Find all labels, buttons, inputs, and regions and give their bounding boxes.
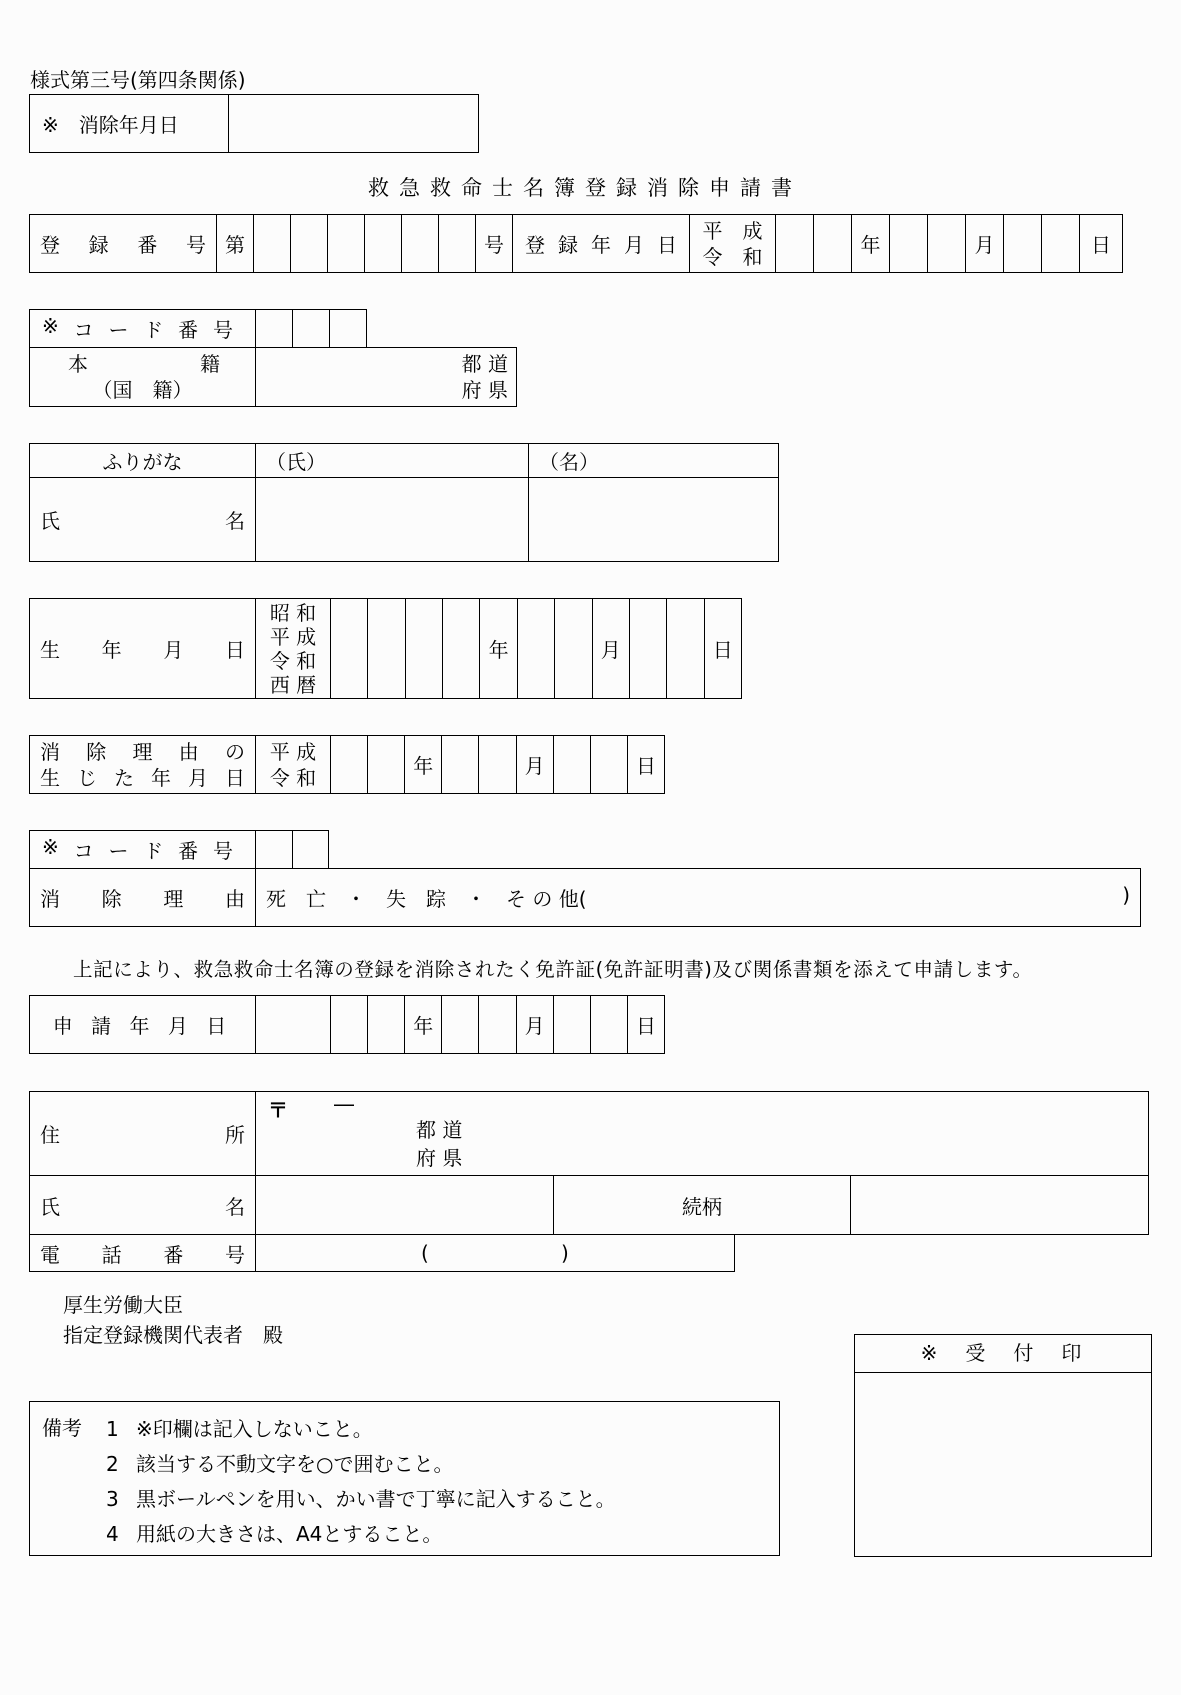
application-date-row (29, 995, 665, 1054)
reason-close-paren: ) (1122, 883, 1130, 907)
declaration-text: 上記により、救急救命士名簿の登録を消除されたく免許証(免許証明書)及び関係書類を添えて申請します。 (73, 958, 1033, 981)
birth-year-2[interactable] (368, 599, 405, 699)
registration-digit-6[interactable] (439, 215, 476, 273)
reason-month-2[interactable] (479, 736, 516, 794)
reason-code-digit-1[interactable] (256, 831, 293, 869)
registration-row (29, 214, 1123, 273)
registration-digit-1[interactable] (254, 215, 291, 273)
application-year-2[interactable] (368, 996, 405, 1054)
phone-field[interactable] (256, 1235, 735, 1272)
address-label: 住 所 (30, 1092, 256, 1176)
given-name-field[interactable] (529, 478, 779, 562)
relation-field[interactable] (851, 1176, 1149, 1235)
notes-box (29, 1401, 780, 1556)
furigana-given-field[interactable]: （名） (529, 444, 779, 478)
addressee (63, 1290, 283, 1350)
birth-day-label: 日 (704, 599, 741, 699)
reason-day-1[interactable] (553, 736, 590, 794)
reason-options: 死 亡 ・ 失 踪 ・ そ の 他( (266, 887, 587, 911)
birth-date-row (29, 598, 742, 699)
reason-day-2[interactable] (590, 736, 627, 794)
registration-year-2[interactable] (814, 215, 852, 273)
name-label: 氏 名 (30, 478, 256, 562)
reception-stamp-label: ※ 受 付 印 (855, 1335, 1151, 1373)
registration-digit-3[interactable] (328, 215, 365, 273)
note-item: 2 該当する不動文字を○で囲むこと。 (106, 1452, 454, 1476)
prefecture-suffix-2: 府 県 (461, 378, 508, 402)
reason-year-label: 年 (405, 736, 442, 794)
registration-month-2[interactable] (928, 215, 966, 273)
reason-date-row (29, 735, 665, 794)
reason-year-2[interactable] (368, 736, 405, 794)
application-month-label: 月 (516, 996, 553, 1054)
postal-dash: ― (334, 1092, 354, 1116)
reason-code-digit-2[interactable] (292, 831, 329, 869)
note-item: 1 ※印欄は記入しないこと。 (106, 1417, 373, 1441)
birth-era-selector[interactable]: 昭 和 平 成 令 和 西 暦 (256, 599, 331, 699)
application-day-label: 日 (627, 996, 664, 1054)
registration-era[interactable]: 平 成 令 和 (690, 215, 776, 273)
registration-digit-2[interactable] (291, 215, 328, 273)
applicant-name-label: 氏 名 (30, 1176, 256, 1235)
application-month-2[interactable] (479, 996, 516, 1054)
address-pref-line2: 府 県 (416, 1146, 463, 1170)
domicile-code-digit-1[interactable] (256, 310, 293, 348)
registration-date-label: 登 録 年 月 日 (513, 215, 690, 273)
birth-month-1[interactable] (517, 599, 554, 699)
notes-heading: 備考 (42, 1416, 82, 1440)
domicile-field[interactable] (256, 348, 517, 407)
reason-label: 消 除 理 由 (30, 869, 256, 927)
addressee-line1: 厚生労働大臣 (63, 1293, 183, 1317)
application-date-label: 申 請 年 月 日 (30, 996, 256, 1054)
birth-year-1[interactable] (331, 599, 368, 699)
deletion-date-label: ※ 消除年月日 (30, 95, 229, 153)
prefecture-suffix-1: 都 道 (461, 352, 508, 376)
registration-month-label: 月 (966, 215, 1004, 273)
registration-month-1[interactable] (890, 215, 928, 273)
birth-day-2[interactable] (667, 599, 704, 699)
addressee-line2: 指定登録機関代表者 殿 (63, 1323, 283, 1347)
birth-day-1[interactable] (629, 599, 666, 699)
name-table (29, 443, 779, 562)
birth-date-label: 生 年 月 日 (30, 599, 256, 699)
reception-stamp-area (855, 1373, 1151, 1557)
note-item: 3 黒ボールペンを用い、かい書で丁寧に記入すること。 (106, 1487, 616, 1511)
address-field[interactable] (256, 1092, 1149, 1176)
reason-code-label: ※ コ ー ド 番 号 (30, 831, 256, 869)
applicant-name-field[interactable] (256, 1176, 554, 1235)
birth-month-label: 月 (592, 599, 629, 699)
domicile-code-digit-3[interactable] (330, 310, 367, 348)
domicile-label: 本 籍 （国 籍） (30, 348, 256, 407)
page-title: 救急救命士名簿登録消除申請書 (368, 176, 802, 200)
registration-prefix: 第 (217, 215, 254, 273)
domicile-code-row (29, 309, 367, 348)
application-year-1[interactable] (331, 996, 368, 1054)
registration-year-label: 年 (852, 215, 890, 273)
reason-month-1[interactable] (442, 736, 479, 794)
phone-label: 電 話 番 号 (30, 1235, 256, 1272)
form-number-label: 様式第三号(第四条関係) (30, 68, 246, 92)
application-month-1[interactable] (442, 996, 479, 1054)
birth-year-3[interactable] (405, 599, 442, 699)
reason-year-1[interactable] (331, 736, 368, 794)
surname-field[interactable] (256, 478, 529, 562)
applicant-table (29, 1091, 1149, 1235)
postal-mark-icon: 〒 (268, 1098, 288, 1122)
domicile-code-digit-2[interactable] (293, 310, 330, 348)
notes-list (106, 1412, 616, 1552)
reason-row (29, 868, 1141, 927)
address-pref-line1: 都 道 (416, 1118, 463, 1142)
registration-suffix: 号 (476, 215, 513, 273)
reason-options-field[interactable] (256, 869, 1141, 927)
registration-digit-5[interactable] (402, 215, 439, 273)
birth-year-4[interactable] (443, 599, 480, 699)
registration-digit-4[interactable] (365, 215, 402, 273)
application-day-2[interactable] (590, 996, 627, 1054)
deletion-date-box (29, 94, 479, 153)
domicile-code-label: ※ コ ー ド 番 号 (30, 310, 256, 348)
application-day-1[interactable] (553, 996, 590, 1054)
registration-day-1[interactable] (1004, 215, 1042, 273)
registration-day-2[interactable] (1042, 215, 1080, 273)
birth-year-label: 年 (480, 599, 517, 699)
relation-label: 続柄 (553, 1176, 851, 1235)
application-year-label: 年 (405, 996, 442, 1054)
reason-era-selector[interactable]: 平 成 令 和 (256, 736, 331, 794)
domicile-row (29, 347, 517, 407)
furigana-label: ふりがな (30, 444, 256, 478)
reason-date-label: 消 除 理 由 の 生 じ た 年 月 日 (30, 736, 256, 794)
reason-code-row (29, 830, 329, 869)
phone-area-close: ) (561, 1241, 569, 1265)
phone-area-open: ( (421, 1241, 429, 1265)
registration-year-1[interactable] (776, 215, 814, 273)
reason-month-label: 月 (516, 736, 553, 794)
deletion-date-field[interactable] (229, 95, 479, 153)
birth-month-2[interactable] (555, 599, 592, 699)
registration-day-label: 日 (1080, 215, 1123, 273)
application-era-field[interactable] (256, 996, 331, 1054)
reception-stamp-box (854, 1334, 1152, 1557)
phone-row (29, 1234, 735, 1272)
reason-day-label: 日 (627, 736, 664, 794)
furigana-surname-field[interactable]: （氏） (256, 444, 529, 478)
note-item: 4 用紙の大きさは、A4とすること。 (106, 1522, 443, 1546)
registration-number-label: 登 録 番 号 (30, 215, 217, 273)
